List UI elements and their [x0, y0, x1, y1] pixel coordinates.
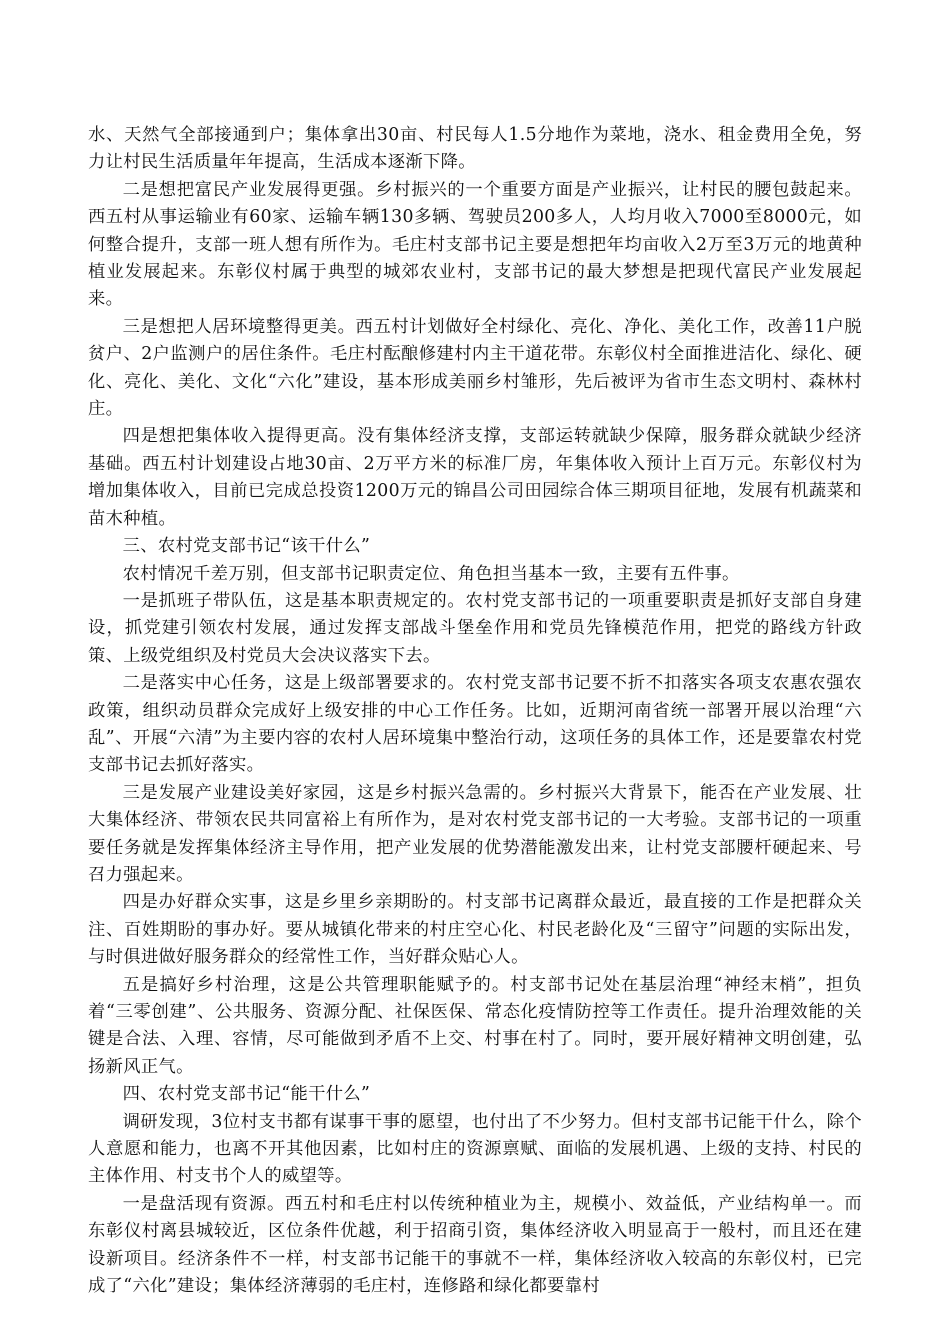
- paragraph: 调研发现，3位村支书都有谋事干事的愿望，也付出了不少努力。但村支部书记能干什么，除个人意愿和能力，也离不开其他因素，比如村庄的资源禀赋、面临的发展机遇、上级的支持、村民的主体作用、村支书个人的威望等。: [88, 1111, 862, 1187]
- paragraph: 一是盘活现有资源。西五村和毛庄村以传统种植业为主，规模小、效益低，产业结构单一。而东彰仪村离县城较近，区位条件优越，利于招商引资，集体经济收入明显高于一般村，而且还在建设新项目。经济条件不一样，村支部书记能干的事就不一样，集体经济收入较高的东彰仪村，已完成了“六化”建设；集体经济薄弱的毛庄村，连修路和绿化都要靠村: [88, 1193, 862, 1297]
- paragraph: 四是办好群众实事，这是乡里乡亲期盼的。村支部书记离群众最近，最直接的工作是把群众关注、百姓期盼的事办好。要从城镇化带来的村庄空心化、村民老龄化及“三留守”问题的实际出发，与时俱进做好服务群众的经常性工作，当好群众贴心人。: [88, 892, 862, 968]
- paragraph: 三是想把人居环境整得更美。西五村计划做好全村绿化、亮化、净化、美化工作，改善11户脱贫户、2户监测户的居住条件。毛庄村酝酿修建村内主干道花带。东彰仪村全面推进洁化、绿化、硬化、亮化、美化、文化“六化”建设，基本形成美丽乡村雏形，先后被评为省市生态文明村、森林村庄。: [88, 316, 862, 420]
- paragraph: 农村情况千差万别，但支部书记职责定位、角色担当基本一致，主要有五件事。: [122, 563, 740, 584]
- paragraph: 四是想把集体收入提得更高。没有集体经济支撑，支部运转就缺少保障，服务群众就缺少经济基础。西五村计划建设占地30亩、2万平方米的标准厂房，年集体收入预计上百万元。东彰仪村为增加集体收入，目前已完成总投资1200万元的锦昌公司田园综合体三期项目征地，发展有机蔬菜和苗木种植。: [88, 426, 862, 529]
- paragraph: 五是搞好乡村治理，这是公共管理职能赋予的。村支部书记处在基层治理“神经末梢”，担负着“三零创建”、公共服务、资源分配、社保医保、常态化疫情防控等工作责任。提升治理效能的关键是合法、入理、容情，尽可能做到矛盾不上交、村事在村了。同时，要开展好精神文明创建，弘扬新风正气。: [88, 974, 862, 1077]
- paragraph: 一是抓班子带队伍，这是基本职责规定的。农村党支部书记的一项重要职责是抓好支部自身建设，抓党建引领农村发展，通过发挥支部战斗堡垒作用和党员先锋模范作用，把党的路线方针政策、上级党组织及村党员大会决议落实下去。: [88, 590, 862, 666]
- paragraph: 三、农村党支部书记“该干什么”: [122, 536, 371, 557]
- document-body: [88, 122, 862, 1300]
- paragraph: 三是发展产业建设美好家园，这是乡村振兴急需的。乡村振兴大背景下，能否在产业发展、壮大集体经济、带领农民共同富裕上有所作为，是对农村党支部书记的一大考验。支部书记的一项重要任务就是发挥集体经济主导作用，把产业发展的优势潜能激发出来，让村党支部腰杆硬起来、号召力强起来。: [88, 782, 862, 885]
- paragraph: 水、天然气全部接通到户；集体拿出30亩、村民每人1.5分地作为菜地，浇水、租金费用全免，努力让村民生活质量年年提高，生活成本逐渐下降。: [88, 125, 862, 173]
- paragraph: 二是想把富民产业发展得更强。乡村振兴的一个重要方面是产业振兴，让村民的腰包鼓起来。西五村从事运输业有60家、运输车辆130多辆、驾驶员200多人，人均月收入7000至8000元，如何整合提升，支部一班人想有所作为。毛庄村支部书记主要是想把年均亩收入2万至3万元的地黄种植业发展起来。东彰仪村属于典型的城郊农业村，支部书记的最大梦想是把现代富民产业发展起来。: [88, 179, 862, 310]
- paragraph: 二是落实中心任务，这是上级部署要求的。农村党支部书记要不折不扣落实各项支农惠农强农政策，组织动员群众完成好上级安排的中心工作任务。比如，近期河南省统一部署开展以治理“六乱”、开展“六清”为主要内容的农村人居环境集中整治行动，这项任务的具体工作，还是要靠农村党支部书记去抓好落实。: [88, 673, 862, 776]
- paragraph: 四、农村党支部书记“能干什么”: [122, 1084, 371, 1105]
